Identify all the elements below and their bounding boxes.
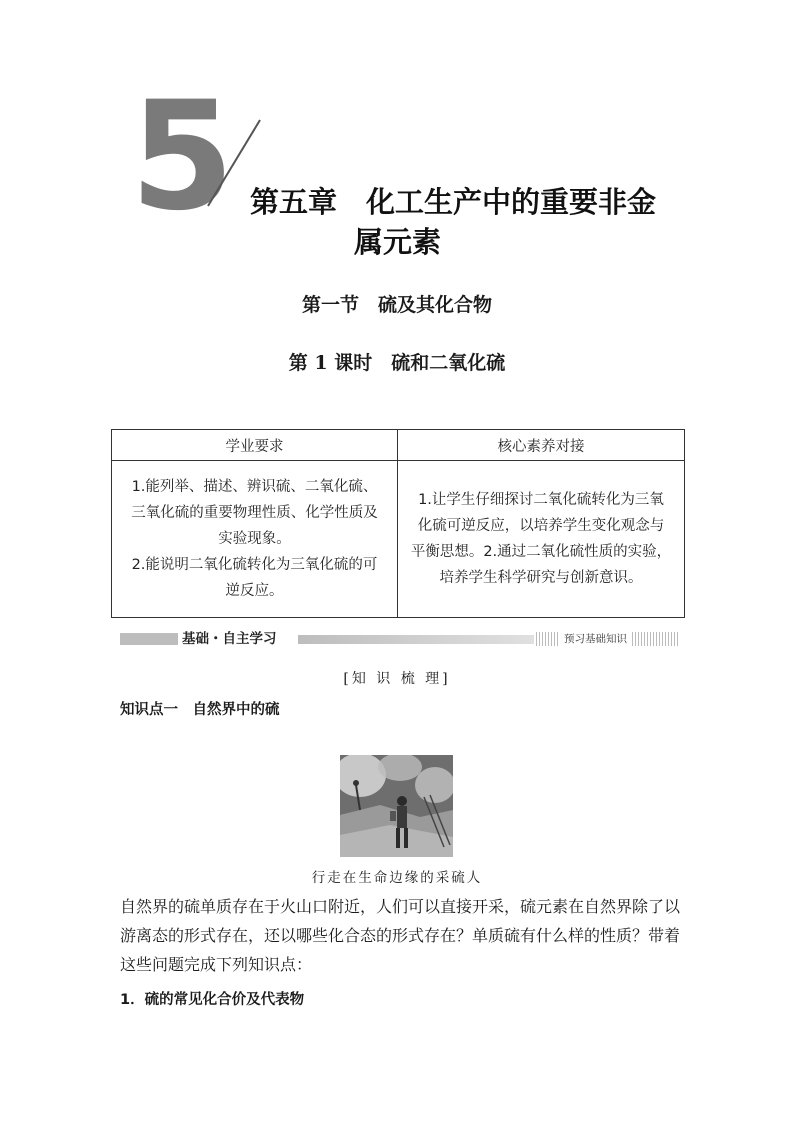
chapter-number: 5 xyxy=(130,70,231,244)
intro-paragraph: 自然界的硫单质存在于火山口附近，人们可以直接开采，硫元素在自然界除了以游离态的形式存在，还以哪些化合态的形式存在？单质硫有什么样的性质？带着这些问题完成下列知识点： xyxy=(120,897,681,974)
subheading: [知 识 梳 理] xyxy=(343,671,451,687)
photo-caption: 行走在生命边缘的采硫人 xyxy=(311,870,483,886)
table-cell-academic xyxy=(112,461,398,618)
section-title: 第一节 硫及其化合物 xyxy=(301,294,492,316)
text-line: 化硫可逆反应，以培养学生变化观念与 xyxy=(417,518,665,534)
table-cell-literacy xyxy=(398,461,685,618)
chapter-title-line2: 属元素 xyxy=(354,225,442,259)
banner-tag: 预习基础知识 xyxy=(560,631,631,647)
text-line: 2.能说明二氧化硫转化为三氧化硫的可 xyxy=(131,557,378,573)
lesson-title: 第 1 课时 硫和二氧化硫 xyxy=(288,352,506,374)
chapter-title-line1: 第五章 化工生产中的重要非金 xyxy=(250,185,657,219)
sulfur-miner-photo xyxy=(340,755,453,857)
text-line: 逆反应。 xyxy=(225,583,284,599)
banner-bar xyxy=(298,635,534,644)
text-line: 平衡思想。2.通过二氧化硫性质的实验， xyxy=(410,544,672,560)
knowledge-point-title: 知识点一 自然界中的硫 xyxy=(120,702,280,718)
text-line: 实验现象。 xyxy=(218,531,291,547)
table-header-academic: 学业要求 xyxy=(112,430,398,461)
text-line: 三氧化硫的重要物理性质、化学性质及 xyxy=(131,505,378,521)
banner-stripe xyxy=(120,633,178,645)
banner-label: 基础・自主学习 xyxy=(182,631,277,647)
list-item: 1．硫的常见化合价及代表物 xyxy=(120,992,305,1008)
photo-illustration xyxy=(340,755,453,857)
chapter-title xyxy=(250,182,690,262)
requirements-table xyxy=(111,429,685,618)
table-header-literacy: 核心素养对接 xyxy=(398,430,685,461)
text-line: 1.让学生仔细探讨二氧化硫转化为三氧 xyxy=(418,492,664,508)
text-line: 1.能列举、描述、辨识硫、二氧化硫、 xyxy=(131,479,378,495)
section-banner xyxy=(120,630,680,648)
text-line: 培养学生科学研究与创新意识。 xyxy=(439,570,643,586)
